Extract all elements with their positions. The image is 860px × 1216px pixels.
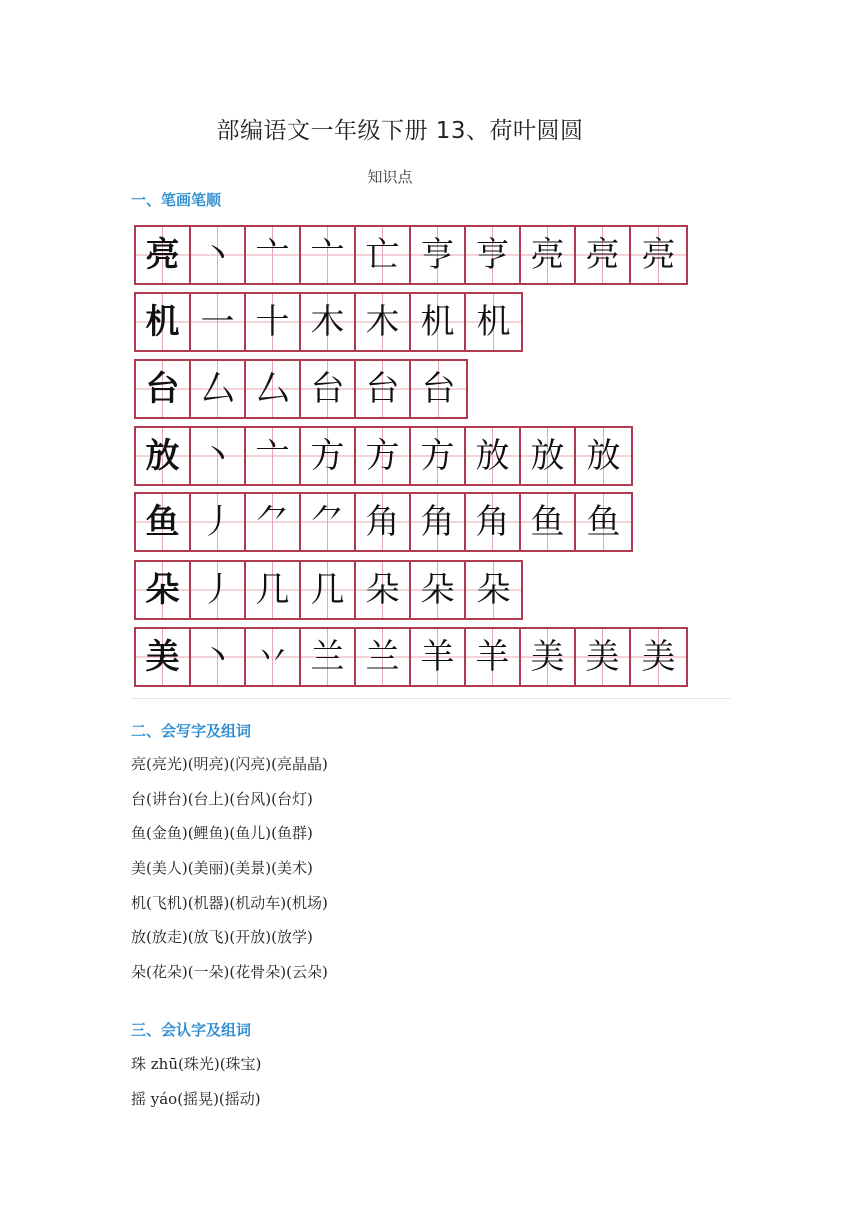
stroke-glyph: 机 <box>476 302 511 342</box>
stroke-step <box>576 494 631 550</box>
stroke-glyph: 朵 <box>145 570 180 610</box>
stroke-step <box>356 562 411 618</box>
stroke-glyph: 亠 <box>255 235 290 275</box>
stroke-glyph: 台 <box>365 369 400 409</box>
stroke-glyph: 机 <box>420 302 455 342</box>
stroke-step <box>191 428 246 484</box>
stroke-glyph: 亡 <box>365 235 400 275</box>
stroke-glyph: ⺈ <box>310 502 345 542</box>
stroke-step <box>631 227 686 283</box>
write-word-entry: 亮(亮光)(明亮)(闪亮)(亮晶晶) <box>131 755 328 773</box>
stroke-row <box>134 492 633 552</box>
stroke-step <box>411 629 466 685</box>
stroke-glyph: 放 <box>530 436 565 476</box>
stroke-step <box>466 562 521 618</box>
stroke-glyph: 丿 <box>200 570 235 610</box>
stroke-target-character <box>136 428 191 484</box>
stroke-step <box>246 294 301 350</box>
stroke-glyph: 放 <box>586 436 621 476</box>
stroke-step <box>356 494 411 550</box>
stroke-target-character <box>136 562 191 618</box>
stroke-step <box>411 361 466 417</box>
stroke-step <box>356 227 411 283</box>
stroke-glyph: 朵 <box>365 570 400 610</box>
stroke-step <box>411 294 466 350</box>
stroke-glyph: 美 <box>585 637 620 677</box>
stroke-row <box>134 627 688 687</box>
stroke-step <box>576 227 631 283</box>
stroke-glyph: 角 <box>420 502 455 542</box>
stroke-step <box>631 629 686 685</box>
stroke-step <box>246 562 301 618</box>
stroke-glyph: ⺈ <box>255 502 290 542</box>
stroke-glyph: 羊 <box>475 637 510 677</box>
section-heading-recognize: 三、会认字及组词 <box>131 1021 252 1039</box>
stroke-step <box>356 629 411 685</box>
write-word-entry: 朵(花朵)(一朵)(花骨朵)(云朵) <box>131 963 328 981</box>
recognize-word-entry: 珠 zhū(珠光)(珠宝) <box>131 1055 262 1073</box>
stroke-target-character <box>136 294 191 350</box>
stroke-glyph: 台 <box>421 369 456 409</box>
stroke-glyph: 朵 <box>476 570 511 610</box>
page-title: 部编语文一年级下册 13、荷叶圆圆 <box>216 118 584 144</box>
stroke-glyph: 方 <box>420 436 455 476</box>
stroke-glyph: 厶 <box>255 369 290 409</box>
stroke-glyph: 台 <box>310 369 345 409</box>
stroke-target-character <box>136 494 191 550</box>
stroke-step <box>521 428 576 484</box>
stroke-glyph: 鱼 <box>145 502 180 542</box>
stroke-step <box>301 361 356 417</box>
stroke-glyph: 兰 <box>365 637 400 677</box>
section-heading-write: 二、会写字及组词 <box>131 722 252 740</box>
stroke-step <box>466 494 521 550</box>
stroke-step <box>301 494 356 550</box>
stroke-glyph: 角 <box>365 502 400 542</box>
recognize-word-entry: 摇 yáo(摇晃)(摇动) <box>131 1090 261 1108</box>
write-word-entry: 鱼(金鱼)(鲤鱼)(鱼儿)(鱼群) <box>131 824 313 842</box>
write-word-entry: 台(讲台)(台上)(台风)(台灯) <box>131 790 313 808</box>
stroke-glyph: 十 <box>255 302 290 342</box>
stroke-step <box>411 494 466 550</box>
stroke-glyph: 放 <box>145 436 180 476</box>
stroke-glyph: 亮 <box>530 235 565 275</box>
stroke-step <box>301 227 356 283</box>
stroke-step <box>466 227 521 283</box>
write-word-entry: 机(飞机)(机器)(机动车)(机场) <box>131 894 328 912</box>
write-word-entry: 放(放走)(放飞)(开放)(放学) <box>131 928 313 946</box>
stroke-glyph: 兰 <box>310 637 345 677</box>
stroke-glyph: 方 <box>310 436 345 476</box>
stroke-glyph: 美 <box>641 637 676 677</box>
stroke-glyph: 羊 <box>420 637 455 677</box>
stroke-step <box>466 428 521 484</box>
stroke-step <box>356 361 411 417</box>
stroke-glyph: 美 <box>530 637 565 677</box>
stroke-step <box>246 227 301 283</box>
stroke-glyph: 台 <box>145 369 180 409</box>
stroke-glyph: 机 <box>145 302 180 342</box>
stroke-step <box>466 629 521 685</box>
stroke-row <box>134 225 688 285</box>
stroke-step <box>411 562 466 618</box>
stroke-glyph: 丷 <box>255 637 290 677</box>
section-heading-strokes: 一、笔画笔顺 <box>131 191 222 209</box>
stroke-glyph: 一 <box>200 302 235 342</box>
stroke-glyph: 丿 <box>200 502 235 542</box>
stroke-step <box>521 629 576 685</box>
stroke-step <box>411 428 466 484</box>
stroke-glyph: 几 <box>310 570 345 610</box>
stroke-glyph: 亮 <box>585 235 620 275</box>
stroke-step <box>191 562 246 618</box>
stroke-step <box>191 629 246 685</box>
stroke-glyph: 亮 <box>641 235 676 275</box>
stroke-glyph: 角 <box>475 502 510 542</box>
stroke-step <box>191 494 246 550</box>
page-subtitle: 知识点 <box>367 168 413 186</box>
stroke-glyph: 亮 <box>145 235 180 275</box>
stroke-glyph: 几 <box>255 570 290 610</box>
stroke-glyph: 朵 <box>420 570 455 610</box>
stroke-glyph: 鱼 <box>530 502 565 542</box>
stroke-step <box>356 294 411 350</box>
stroke-glyph: 厶 <box>200 369 235 409</box>
stroke-glyph: 放 <box>475 436 510 476</box>
stroke-target-character <box>136 227 191 283</box>
stroke-target-character <box>136 629 191 685</box>
stroke-step <box>576 428 631 484</box>
stroke-step <box>356 428 411 484</box>
stroke-step <box>246 494 301 550</box>
stroke-glyph: 美 <box>145 637 180 677</box>
stroke-glyph: 亨 <box>475 235 510 275</box>
stroke-glyph: 木 <box>310 302 345 342</box>
stroke-glyph: 丶 <box>200 637 235 677</box>
stroke-step <box>191 361 246 417</box>
stroke-step <box>246 361 301 417</box>
stroke-step <box>301 562 356 618</box>
stroke-step <box>301 629 356 685</box>
stroke-step <box>576 629 631 685</box>
stroke-row <box>134 560 523 620</box>
stroke-step <box>191 294 246 350</box>
stroke-glyph: 亠 <box>255 436 290 476</box>
stroke-step <box>246 629 301 685</box>
stroke-step <box>521 494 576 550</box>
write-word-entry: 美(美人)(美丽)(美景)(美术) <box>131 859 313 877</box>
stroke-step <box>301 428 356 484</box>
stroke-glyph: 亠 <box>310 235 345 275</box>
stroke-row <box>134 359 468 419</box>
stroke-row <box>134 292 523 352</box>
stroke-step <box>191 227 246 283</box>
stroke-step <box>301 294 356 350</box>
stroke-glyph: 木 <box>365 302 400 342</box>
stroke-step <box>411 227 466 283</box>
stroke-glyph: 鱼 <box>586 502 621 542</box>
stroke-glyph: 丶 <box>200 436 235 476</box>
stroke-glyph: 亨 <box>420 235 455 275</box>
stroke-glyph: 丶 <box>200 235 235 275</box>
stroke-row <box>134 426 633 486</box>
stroke-step <box>466 294 521 350</box>
stroke-target-character <box>136 361 191 417</box>
stroke-step <box>246 428 301 484</box>
stroke-glyph: 方 <box>365 436 400 476</box>
stroke-step <box>521 227 576 283</box>
stroke-order-panel <box>131 222 731 699</box>
